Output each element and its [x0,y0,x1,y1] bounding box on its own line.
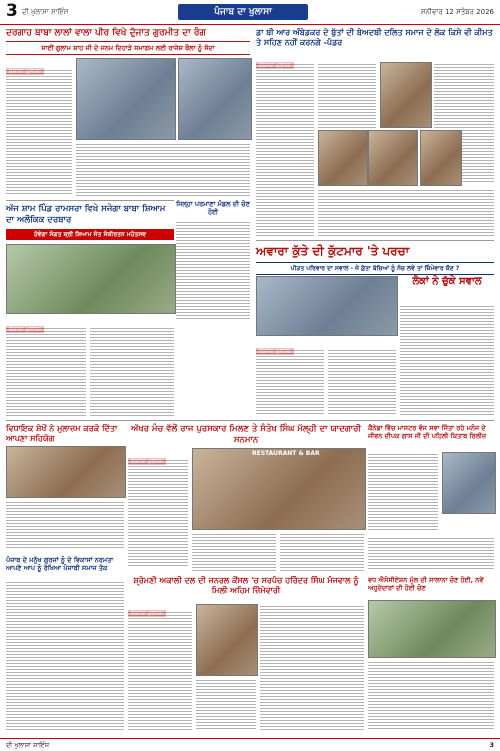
article-2-portrait-4 [420,130,462,186]
article-9-body-text [128,610,192,730]
article-10-headline: ਵਧ ਐਸੋਸੀਏਸ਼ਨ ਮੁੱਲ ਦੀ ਸਾਲਾਨਾ ਚੋਣ ਹੋਈ, ਨਵੇਂ ਅਹੁਦੇਦਾਰਾਂ ਦੀ ਹੋਈ ਚੋਣ [368,576,484,592]
article-4-subhead: ਪੀੜਤ ਪਰਿਵਾਰ ਦਾ ਸਵਾਲ - ਜੇ ਕੁੱਤਾ ਬੱਚਿਆਂ ਨੂੰ ਨੋਚ ਲਵੇ ਤਾਂ ਜ਼ਿੰਮੇਵਾਰ ਕੌਣ ? [256,262,494,275]
article-6-body-text-3 [280,532,364,572]
article-1-body-text-2 [76,142,250,196]
article-7-body-text [368,452,438,532]
divider [256,240,494,241]
article-10-body-text [368,660,494,730]
article-10-photo [368,600,496,658]
divider [6,420,494,421]
article-4-sidebar-title: ਲੋਕਾਂ ਨੇ ਚੁੱਕੇ ਸਵਾਲ [412,276,482,287]
article-1-photo [76,58,176,140]
header-date: ਸ਼ਨੀਵਾਰ 12 ਸਤੰਬਰ 2026 [420,8,494,16]
article-4-sidebar-text [400,304,494,416]
article-7-body-text-2 [368,536,494,570]
article-2-body-text-2 [318,62,376,128]
article-9-body-text-2 [196,678,256,730]
article-3-headline: ਅੱਜ ਸ਼ਾਮ ਪਿੰਡ ਰਾਮਸਰਾ ਵਿਖੇ ਸਜੇਗਾ ਬਾਬਾ ਸ਼ਿਆਮ ਦਾ ਅਲੌਕਿਕ ਦਰਬਾਰ [6,204,166,225]
article-1-dateline [6,58,52,66]
article-5-photo [6,446,126,498]
article-5-headline: ਵਿਧਾਇਕ ਸ਼ੇਖੋਂ ਨੇ ਮੁਲਾਜ਼ਮ ਕਰਕੇ ਦਿੱਤਾ ਆਪਣਾ ਸਹਿਯੋਗ [6,424,118,443]
article-3-body-text-2 [90,326,174,416]
divider [6,200,174,201]
footer-page-number: 3 [489,741,494,749]
article-6-body-text-2 [192,532,276,572]
article-6-body-text [128,458,188,568]
article-7-photo [442,452,496,514]
page-number: 3 [6,1,18,21]
article-4-body-text-2 [328,348,396,416]
article-2-portrait-3 [380,62,432,128]
page-footer [0,738,500,751]
article-5-body-text [6,500,124,550]
article-6-headline: ਅੱਖਰ ਮੰਚ ਵੱਲੋਂ ਰਾਜ ਪੁਰਸਕਾਰ ਮਿਲਣ ਤੇ ਸੰਤੋਖ ਸਿੰਘ ਮੱਲ੍ਹੀ ਦਾ ਯਾਦਗਾਰੀ ਸਨਮਾਨ [131,424,361,445]
article-2-body-text [256,62,314,238]
article-11-body-text [176,220,250,320]
article-6-photo [192,448,366,530]
article-2-portrait-2 [368,130,418,186]
article-2-body-text-4 [318,188,494,238]
article-8-body-text [6,580,124,730]
article-2-headline: ਡਾ ਬੀ ਆਰ ਅੰਬੇਡਕਰ ਦੇ ਬੁੱਤਾਂ ਦੀ ਬੇਅਦਬੀ ਦਲਿਤ ਸਮਾਜ ਦੇ ਲੋਕ ਕਿਸੇ ਵੀ ਕੀਮਤ ਤੇ ਸਹਿਣ ਨਹੀਂ ਕਰਨਗੇ -ਪੰਡਰ [256,28,493,47]
article-9-headline: ਸ਼੍ਰੋਮਣੀ ਅਕਾਲੀ ਦਲ ਦੀ ਜਨਰਲ ਕੌਂਸਲ 'ਚ ਸਰਪੰਚ ਹਰਿੰਦਰ ਸਿੰਘ ਮੰਜਵਾਲ ਨੂੰ ਮਿਲੀ ਅਹਿਮ ਜ਼ਿੰਮੇਵਾਰੀ [133,576,359,595]
article-4-headline: ਅਵਾਰਾ ਕੁੱਤੇ ਦੀ ਕੁੱਟਮਾਰ 'ਤੇ ਪਰਚਾ [256,244,410,258]
article-7-headline: ਕੈਨੇਡਾ ਵਿੱਚ ਮਾਸਟਰ ਵੱਜ ਸਵਾ ਜਿੱਤਾ ਰਹੇ ਮਨੋਜ ਦੇ ਜੀਵਨ ਦੀਪਕ ਗਾਸ ਜੀ ਦੀ ਪਹਿਲੀ ਕਿਤਾਬ ਰਿਲੀਜ਼ [368,424,487,440]
article-6-sign: RESTAURANT & BAR [252,450,320,457]
header-left-label: ਦੀ ਖੁਲਾਸਾ ਸਾਇੰਸ [22,8,69,16]
article-1-photo-2 [178,58,252,140]
article-9-portrait [196,604,258,676]
article-3-photo [6,244,176,314]
article-9-body-text-3 [260,604,364,730]
article-3-subhead: ਹੋਵੇਗਾ ਸੰਗਤ ਸ਼੍ਰੀ ਸ਼ਿਆਮ ਜੋਤ ਸੰਕੀਰਤਨ ਮਹੋਤਸਵ [6,229,174,240]
article-3-body-text [6,326,86,416]
article-1-body-text [6,68,72,196]
article-11-boxhead: ਜਿਲ੍ਹਾ ਪਰਮਾਣਾ ਮੰਡਲ ਦੀ ਚੋਣ ਹੋਈ [176,200,250,216]
article-2-portrait [318,130,368,186]
section-masthead: ਪੰਜਾਬ ਦਾ ਖੁਲਾਸਾ [178,4,308,20]
article-1-subhead: ਸਾਈਂ ਗੁਲਾਮ ਸ਼ਾਹ ਜੀ ਦੇ ਜਨਮ ਦਿਹਾੜੇ ਸਮਾਗਮ ਲਈ ਰਾਜੇਸ਼ ਬੌਲਾ ਨੂੰ ਸੱਦਾ [6,41,250,55]
footer-left: ਦੀ ਖੁਲਾਸਾ ਸਾਇੰਸ [6,741,50,749]
article-8-headline: ਪੰਜਾਬ ਦੇ ਮਨੁੱਖ ਗੁਰਜਾਂ ਨੂੰ ਦੇ ਵਿਕਾਸਾਂ ਨਰਮਤਾ ਆਪਣੇ ਆਪ ਨੂੰ ਰੱਖਿਆ ਪੰਜਾਬੀ ਸਮਾਜ ਤੱਕ [6,556,114,572]
article-1-headline: ਦਰਗਾਹ ਬਾਬਾ ਲਾਲਾਂ ਵਾਲਾ ਪੀਰ ਵਿਖੇ ਦੁੱਜਾਤ ਗੁਰਮੀਤ ਦਾ ਰੰਗ [6,28,206,38]
article-4-body-text [256,348,324,416]
article-4-photo [256,276,398,336]
